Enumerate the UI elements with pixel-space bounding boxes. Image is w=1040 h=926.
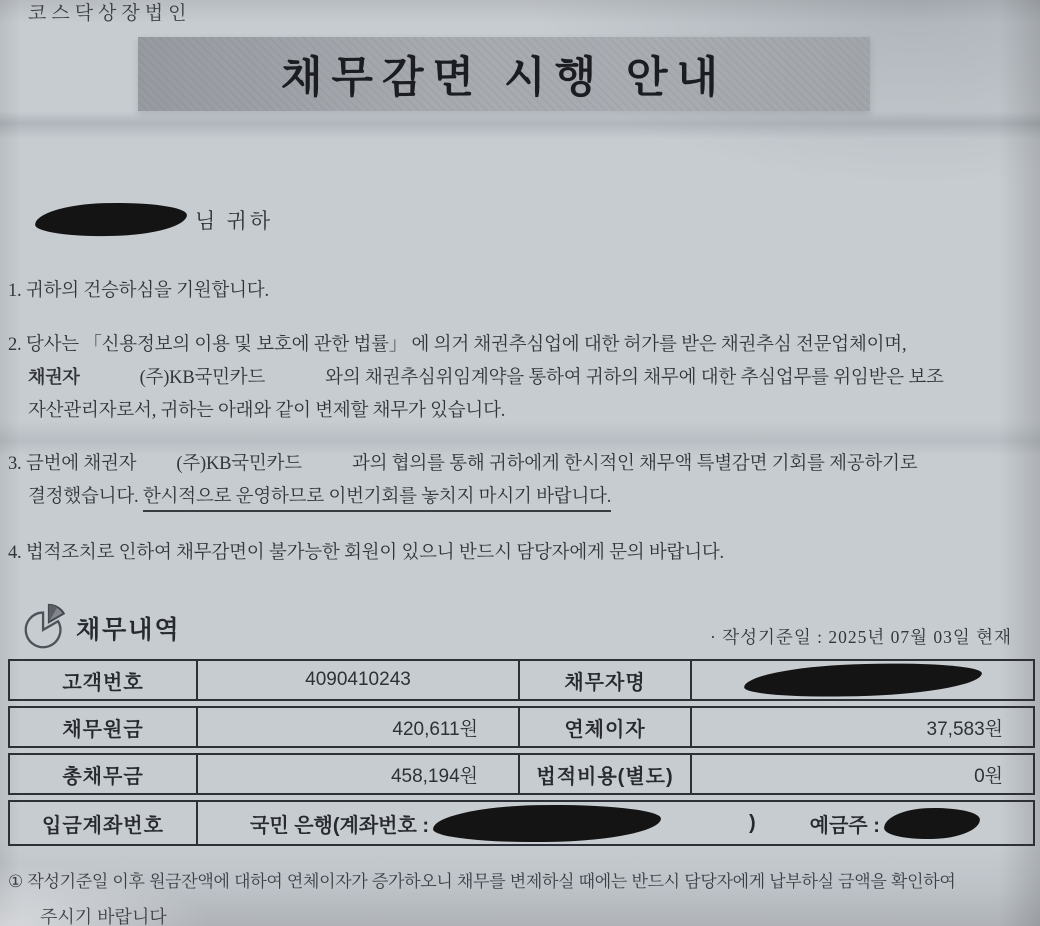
cell-value-customer-number: 4090410243 — [196, 661, 518, 699]
redacted-account-holder — [883, 806, 980, 840]
document-title: 채무감면 시행 안내 — [280, 53, 728, 102]
cell-label-customer-number: 고객번호 — [62, 671, 144, 694]
cell-label-deposit-account: 입금계좌번호 — [42, 814, 164, 837]
creditor-name: (주)KB국민카드 — [139, 368, 266, 388]
cell-value-debtor-name — [690, 661, 1033, 699]
greeting-line — [35, 203, 273, 236]
bank-account-text: 국민 은행(계좌번호 : — [250, 814, 429, 837]
creditor-name: (주)KB국민카드 — [176, 454, 302, 474]
paragraph-3-line-2-start: 결정했습니다. — [28, 487, 139, 507]
cell-label-principal: 채무원금 — [62, 718, 144, 741]
redacted-recipient-name — [35, 201, 188, 238]
table-row-account — [8, 800, 1035, 846]
cell-value-legal-costs: 0원 — [690, 755, 1033, 793]
cell-value-principal: 420,611원 — [196, 708, 518, 746]
paragraph-3-line-1-rest: 과의 협의를 통해 귀하에게 한시적인 채무액 특별감면 기회를 제공하기로 — [351, 454, 918, 474]
paragraph-2-line-2-rest: 와의 채권추심위임계약을 통하여 귀하의 채무에 대한 추심업무를 위임받은 보조 — [325, 368, 944, 388]
table-row — [8, 706, 1035, 748]
cell-value-overdue-interest: 37,583원 — [690, 708, 1033, 746]
redacted-account-number — [433, 803, 662, 844]
footnote-line-1: ① 작성기준일 이후 원금잔액에 대하여 연체이자가 증가하오니 채무를 변제하실 때에는 반드시 담당자에게 납부하실 금액을 확인하여 — [8, 872, 956, 891]
table-row — [8, 753, 1035, 795]
paragraph-1: 1. 귀하의 건승하심을 기원합니다. — [8, 281, 269, 301]
paragraph-3-line-1 — [8, 449, 917, 475]
cell-label-debtor-name: 채무자명 — [518, 661, 690, 699]
creditor-label: 채권자 — [28, 367, 80, 387]
redacted-debtor-name — [743, 660, 982, 700]
paragraph-2-line-3: 자산관리자로서, 귀하는 아래와 같이 변제할 채무가 있습니다. — [28, 401, 506, 421]
greeting-suffix: 님 귀하 — [195, 208, 274, 233]
cell-label-overdue-interest: 연체이자 — [518, 708, 690, 746]
paragraph-3-underlined-text: 한시적으로 운영하므로 이번기회를 놓치지 마시기 바랍니다. — [143, 487, 611, 512]
paragraph-3-line-2 — [28, 482, 611, 508]
pie-chart-icon — [20, 602, 70, 652]
cell-label-legal-costs: 법적비용(별도) — [518, 755, 690, 793]
cell-value-deposit-account — [196, 802, 1033, 844]
paragraph-2-line-2 — [28, 363, 944, 389]
closing-paren: ) — [749, 811, 756, 834]
cell-label-total-debt: 총채무금 — [62, 765, 144, 788]
paragraph-3-prefix: 3. 금번에 채권자 — [8, 454, 137, 474]
footnote-line-2: 주시기 바랍니다 — [40, 907, 167, 926]
cell-value-total-debt: 458,194원 — [196, 755, 518, 793]
debt-section-header — [0, 600, 1040, 652]
table-row — [8, 659, 1035, 701]
corner-label: 코스닥상장법인 — [28, 3, 192, 24]
debt-table — [8, 659, 1035, 846]
debt-section-title: 채무내역 — [76, 616, 181, 644]
account-holder-label: 예금주 : — [809, 814, 880, 837]
paragraph-4: 4. 법적조치로 인하여 채무감면이 불가능한 회원이 있으니 반드시 담당자에게 문의 바랍니다. — [8, 543, 724, 563]
reference-date: · 작성기준일 : 2025년 07월 03일 현재 — [710, 627, 1012, 647]
paragraph-2-line-1: 2. 당사는 「신용정보의 이용 및 보호에 관한 법률」 에 의거 채권추심업에 대한 허가를 받은 채권추심 전문업체이며, — [8, 335, 907, 355]
title-band — [138, 37, 870, 111]
